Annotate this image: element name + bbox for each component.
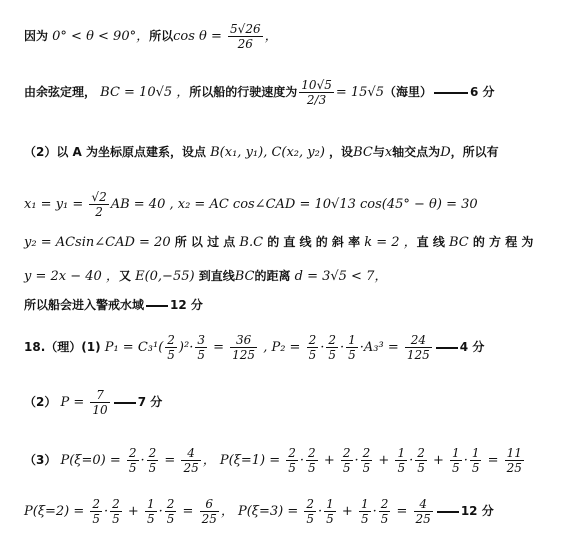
fraction-numerator: 7 [90, 388, 109, 403]
math-expression: · [299, 453, 305, 468]
fraction-numerator: 24 [405, 333, 432, 348]
chinese-text: 4 分 [459, 340, 485, 354]
fraction [307, 333, 319, 362]
math-expression: · [354, 453, 359, 468]
fraction-numerator: √2 [91, 190, 107, 204]
score-leader-line [146, 305, 168, 307]
chinese-text: 12 分 [170, 298, 203, 312]
math-expression: x₁ = y₁ = [24, 197, 88, 212]
chinese-text: （2） [24, 395, 57, 409]
text-line [24, 446, 526, 475]
fraction [395, 446, 407, 475]
fraction-denominator: 2/3 [306, 93, 327, 107]
fraction-numerator: 1 [360, 497, 369, 511]
chinese-text: 12 分 [460, 504, 494, 518]
math-expression: = 15√5 [335, 85, 384, 100]
fraction-denominator: 10 [92, 403, 108, 417]
fraction-numerator: 2 [92, 497, 101, 511]
fraction-denominator: 5 [288, 461, 296, 475]
chinese-text: 因为 [24, 29, 49, 43]
fraction [341, 446, 353, 475]
fraction [359, 497, 371, 526]
fraction [326, 333, 338, 362]
fraction [505, 446, 524, 475]
fraction-numerator: 2 [380, 497, 389, 511]
fraction-numerator: 4 [181, 446, 200, 461]
fraction-numerator: 1 [146, 497, 155, 511]
fraction [195, 333, 207, 362]
math-expression: y = 2x − 40 ， [24, 269, 119, 284]
math-expression: · [340, 340, 345, 355]
fraction [181, 446, 200, 475]
text-line [24, 146, 499, 159]
chinese-text: 的 直 线 的 斜 率 [267, 235, 361, 249]
text-line [24, 333, 484, 362]
fraction-numerator: 2 [288, 446, 296, 460]
fraction-numerator: 2 [308, 333, 317, 347]
fraction-denominator: 5 [92, 512, 101, 526]
fraction-denominator: 5 [417, 461, 425, 475]
chinese-text: 18.（理）(1) [24, 340, 101, 354]
math-expression: · [104, 504, 109, 519]
math-expression: = [160, 453, 180, 468]
fraction-numerator: 1 [397, 446, 406, 460]
fraction-numerator: 5√26 [230, 22, 261, 36]
fraction [415, 446, 427, 475]
math-expression: D [440, 145, 451, 160]
fraction-denominator: 5 [397, 461, 406, 475]
math-expression: ， P(ξ=3) = [220, 504, 303, 519]
math-expression: · [372, 504, 377, 519]
fraction-numerator: 2 [166, 497, 175, 511]
chinese-text: （3） [24, 453, 57, 467]
chinese-text: 由余弦定理， [24, 85, 97, 99]
fraction-denominator: 5 [328, 348, 336, 362]
fraction-numerator: 2 [417, 446, 425, 460]
fraction-denominator: 5 [342, 461, 351, 475]
fraction-numerator: 1 [326, 497, 334, 511]
score-leader-line [437, 511, 459, 513]
math-expression: BC [353, 145, 373, 160]
text-line [24, 190, 478, 219]
math-expression: cos θ = [173, 29, 227, 44]
math-expression: ·A₃³ = [359, 340, 403, 355]
math-expression: · [140, 453, 145, 468]
fraction [90, 497, 102, 526]
text-line [24, 270, 387, 283]
fraction [89, 190, 108, 219]
math-expression: + [337, 504, 357, 519]
math-expression: · [409, 453, 414, 468]
fraction-denominator: 2 [95, 205, 103, 219]
math-expression: BC = 10√5 ， [96, 85, 190, 100]
fraction-denominator: 125 [406, 348, 430, 362]
fraction-denominator: 25 [183, 461, 199, 475]
chinese-text: 7 分 [137, 395, 163, 409]
fraction [286, 446, 298, 475]
fraction [361, 446, 373, 475]
fraction-numerator: 1 [471, 446, 480, 460]
math-expression: AB = 40 , x₂ = AC cos∠CAD = 10√13 cos(45° − θ) = 30 [110, 197, 478, 212]
math-expression: BC [444, 235, 473, 250]
fraction-numerator: 2 [342, 446, 351, 460]
math-expression: B(x₁, y₁), C(x₂, y₂) [206, 145, 330, 160]
chinese-text: 的距离 [254, 269, 291, 283]
math-expression: + [428, 453, 449, 468]
text-line [24, 236, 533, 249]
math-expression: · [158, 504, 163, 519]
fraction-denominator: 5 [308, 461, 316, 475]
text-line [24, 299, 203, 312]
score-leader-line [436, 347, 458, 349]
math-expression: · [318, 504, 323, 519]
fraction [147, 446, 159, 475]
score-leader-line [434, 92, 468, 94]
chinese-text: 6 分 [470, 85, 495, 99]
fraction-denominator: 5 [112, 512, 120, 526]
math-expression: + [319, 453, 339, 468]
fraction-numerator: 2 [128, 446, 137, 460]
math-expression: x [384, 145, 393, 160]
fraction-denominator: 5 [308, 348, 317, 362]
chinese-text: （2）以 A 为坐标原点建系，设点 [24, 145, 206, 159]
chinese-text: 轴交点为 [392, 145, 441, 159]
chinese-text: 所以船的行驶速度为 [189, 85, 298, 99]
math-expression: , P₂ = [259, 340, 305, 355]
chinese-text: 又 [118, 269, 131, 283]
fraction-denominator: 5 [452, 461, 460, 475]
math-expression: ， P(ξ=1) = [202, 453, 285, 468]
fraction-denominator: 25 [201, 512, 217, 526]
chinese-text: ，设 [329, 145, 354, 159]
fraction-denominator: 25 [506, 461, 522, 475]
fraction-denominator: 5 [362, 461, 371, 475]
fraction-numerator: 4 [414, 497, 433, 512]
math-expression: · [320, 340, 325, 355]
fraction-denominator: 5 [380, 512, 389, 526]
fraction-numerator: 36 [230, 333, 257, 348]
fraction [450, 446, 462, 475]
fraction-denominator: 26 [237, 37, 253, 51]
fraction-denominator: 5 [326, 512, 334, 526]
text-line [24, 22, 278, 51]
fraction [470, 446, 482, 475]
fraction-numerator: 10√5 [301, 78, 332, 92]
fraction-denominator: 5 [128, 461, 137, 475]
fraction [405, 333, 432, 362]
fraction-numerator: 2 [167, 333, 175, 347]
math-expression: = [392, 504, 412, 519]
fraction [228, 22, 263, 51]
fraction-numerator: 1 [348, 333, 356, 347]
math-expression: d = 3√5 < 7， [290, 269, 388, 284]
fraction [165, 333, 177, 362]
text-line [24, 388, 162, 417]
fraction [324, 497, 336, 526]
math-expression: · [463, 453, 468, 468]
math-expression: ， [264, 29, 278, 44]
fraction [165, 497, 177, 526]
fraction-numerator: 2 [148, 446, 157, 460]
fraction-denominator: 5 [471, 461, 480, 475]
fraction-numerator: 3 [197, 333, 205, 347]
fraction-numerator: 1 [452, 446, 460, 460]
math-expression: = [483, 453, 503, 468]
fraction [90, 388, 109, 417]
fraction-denominator: 5 [306, 512, 314, 526]
math-expression: 0° < θ < 90°， [48, 29, 150, 44]
chinese-text: 所以船会进入警戒水域 [24, 298, 145, 312]
chinese-text: 的 方 程 为 [472, 235, 534, 249]
fraction-denominator: 5 [166, 512, 175, 526]
fraction-numerator: 2 [362, 446, 371, 460]
fraction [414, 497, 433, 526]
text-line [24, 497, 494, 526]
chinese-text: （海里） [383, 85, 432, 99]
chinese-text: ，所以有 [450, 145, 499, 159]
fraction [127, 446, 139, 475]
fraction-denominator: 5 [146, 512, 155, 526]
math-expression: E(0,−55) [130, 269, 199, 284]
fraction [299, 78, 334, 107]
math-expression: P = [56, 395, 89, 410]
math-expression: P₁ = C₃¹( [100, 340, 164, 355]
math-expression: B.C [235, 235, 268, 250]
math-expression: = [208, 340, 229, 355]
fraction-denominator: 25 [415, 512, 431, 526]
fraction-denominator: 5 [360, 512, 369, 526]
fraction-denominator: 5 [197, 348, 205, 362]
fraction [346, 333, 358, 362]
fraction [306, 446, 318, 475]
fraction-numerator: 6 [200, 497, 219, 512]
score-leader-line [114, 402, 136, 404]
chinese-text: 所以 [149, 29, 174, 43]
fraction [379, 497, 391, 526]
fraction-denominator: 5 [167, 348, 175, 362]
math-expression: BC [234, 269, 255, 284]
math-expression: k = 2 ， [360, 235, 417, 250]
chinese-text: 直 线 [416, 235, 445, 249]
math-expression: = [178, 504, 198, 519]
math-expression: )²· [178, 340, 194, 355]
chinese-text: 与 [372, 145, 385, 159]
fraction [304, 497, 316, 526]
chinese-text: 到直线 [198, 269, 235, 283]
math-expression: + [123, 504, 143, 519]
fraction-numerator: 2 [306, 497, 314, 511]
fraction-numerator: 2 [328, 333, 336, 347]
fraction-numerator: 2 [112, 497, 120, 511]
fraction-denominator: 5 [348, 348, 356, 362]
fraction [200, 497, 219, 526]
text-line [24, 78, 495, 107]
math-expression: P(ξ=0) = [56, 453, 125, 468]
fraction-denominator: 5 [148, 461, 157, 475]
fraction-numerator: 2 [308, 446, 316, 460]
fraction [110, 497, 122, 526]
fraction [230, 333, 257, 362]
fraction-denominator: 125 [232, 348, 256, 362]
chinese-text: 所 以 过 点 [174, 235, 236, 249]
math-expression: P(ξ=2) = [24, 504, 89, 519]
fraction-numerator: 11 [506, 446, 522, 460]
fraction [145, 497, 157, 526]
math-expression: + [374, 453, 394, 468]
math-expression: y₂ = ACsin∠CAD = 20 [24, 235, 175, 250]
